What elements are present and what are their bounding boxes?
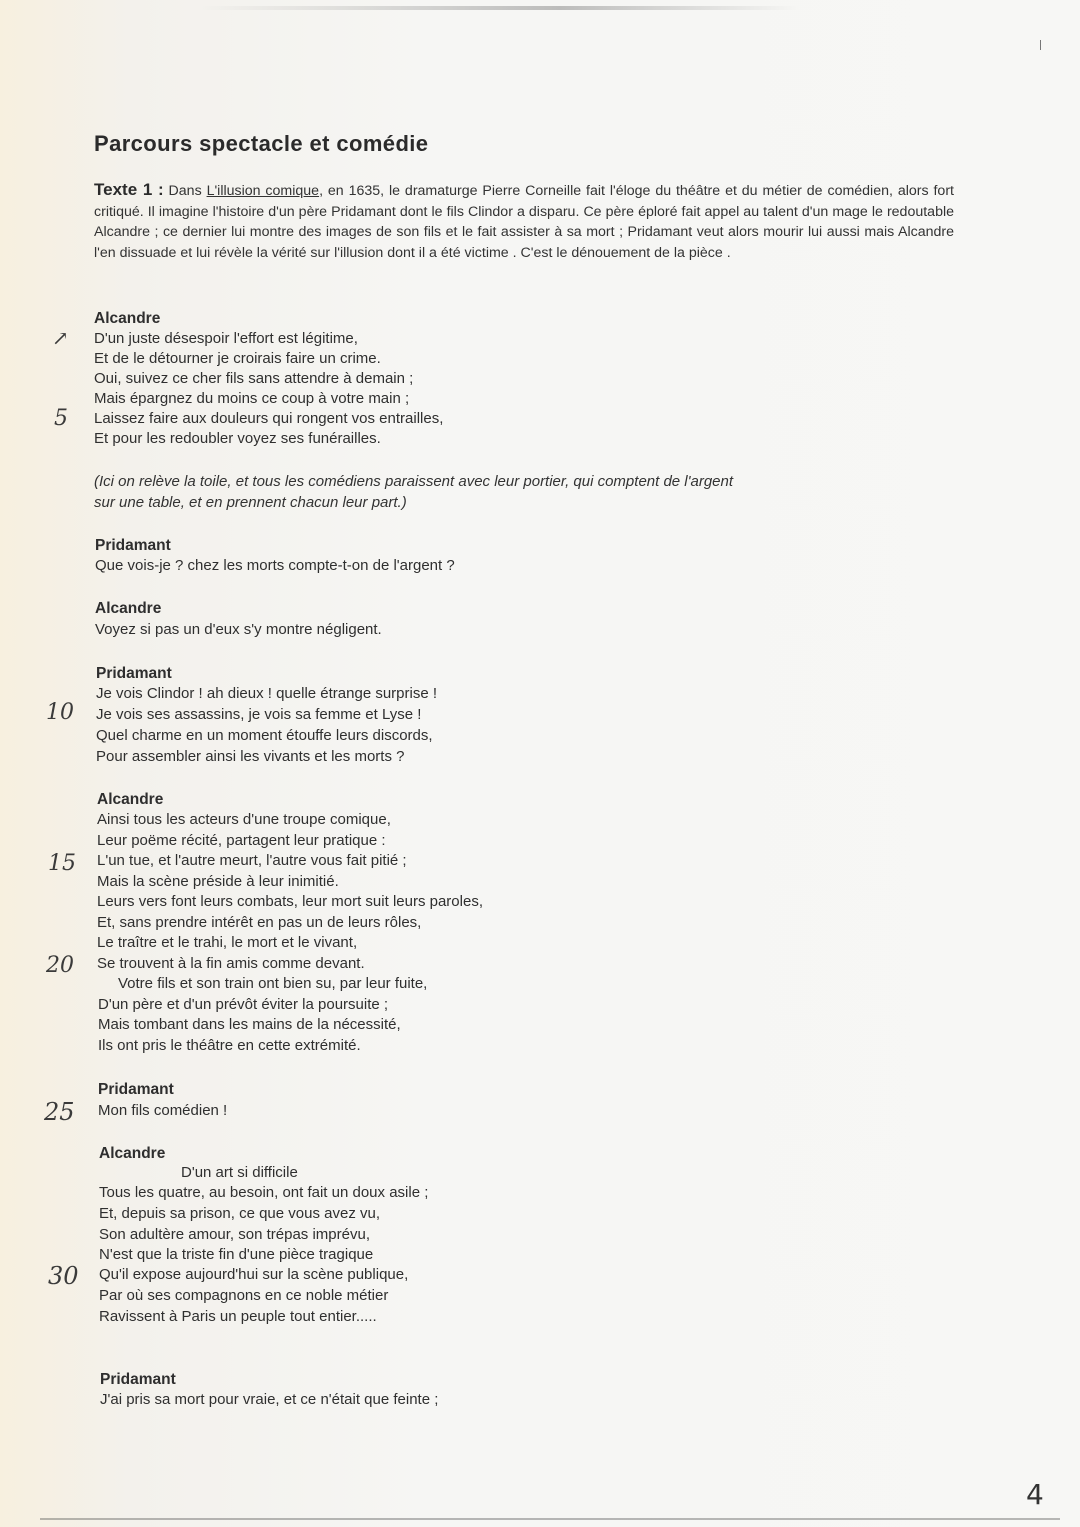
scan-edge-bottom [40, 1518, 1060, 1520]
verse-line: Leur poëme récité, partagent leur pratique : [97, 832, 386, 849]
margin-mark-25: 25 [44, 1098, 75, 1126]
page-title: Parcours spectacle et comédie [94, 131, 429, 156]
verse-line: Voyez si pas un d'eux s'y montre négligent. [95, 621, 382, 638]
margin-mark-10: 10 [46, 700, 74, 725]
verse-line: D'un art si difficile [181, 1164, 298, 1181]
speaker-name: Alcandre [95, 600, 162, 617]
verse-line: Mais épargnez du moins ce coup à votre main ; [94, 390, 410, 407]
verse-line: Mais tombant dans les mains de la nécessité, [98, 1016, 401, 1033]
verse-line: Mon fils comédien ! [98, 1102, 228, 1119]
verse-line: Et pour les redoubler voyez ses funérailles. [94, 430, 381, 447]
verse-line: Votre fils et son train ont bien su, par leur fuite, [118, 975, 428, 992]
speaker-name: Pridamant [100, 1371, 176, 1388]
speaker-name: Pridamant [98, 1081, 174, 1098]
verse-line: Son adultère amour, son trépas imprévu, [99, 1226, 370, 1243]
scan-mark [1040, 40, 1041, 50]
verse-line: J'ai pris sa mort pour vraie, et ce n'était que feinte ; [100, 1391, 439, 1408]
verse-line: Se trouvent à la fin amis comme devant. [97, 955, 365, 972]
speaker-name: Alcandre [97, 791, 164, 808]
speaker-name: Alcandre [99, 1145, 166, 1162]
verse-line: L'un tue, et l'autre meurt, l'autre vous fait pitié ; [97, 852, 407, 869]
verse-line: N'est que la triste fin d'une pièce tragique [99, 1246, 374, 1263]
verse-line: Tous les quatre, au besoin, ont fait un doux asile ; [99, 1184, 429, 1201]
margin-mark-20: 20 [46, 953, 74, 978]
verse-line: Oui, suivez ce cher fils sans attendre à demain ; [94, 370, 414, 387]
verse-line: Laissez faire aux douleurs qui rongent vos entrailles, [94, 410, 444, 427]
verse-line: Le traître et le trahi, le mort et le vivant, [97, 934, 358, 951]
intro-paragraph [94, 180, 954, 263]
speaker-name: Pridamant [96, 665, 172, 682]
verse-line: Par où ses compagnons en ce noble métier [99, 1287, 389, 1304]
verse-line: Et, sans prendre intérêt en pas un de leurs rôles, [97, 914, 422, 931]
verse-line: Quel charme en un moment étouffe leurs discords, [96, 727, 433, 744]
scan-edge-top [200, 6, 800, 10]
verse-line: Ainsi tous les acteurs d'une troupe comique, [97, 811, 391, 828]
verse-line: Et de le détourner je croirais faire un crime. [94, 350, 381, 367]
intro-work-title: L'illusion comique [206, 183, 320, 199]
verse-line: Mais la scène préside à leur inimitié. [97, 873, 339, 890]
speaker-name: Pridamant [95, 537, 171, 554]
verse-line: Ravissent à Paris un peuple tout entier..... [99, 1308, 377, 1325]
verse-line: D'un père et d'un prévôt éviter la poursuite ; [98, 996, 389, 1013]
stage-direction: (Ici on relève la toile, et tous les comédiens paraissent avec leur portier, qui comptent de l'argent sur une table, et en prennent chacun leur part.) [94, 473, 734, 511]
verse-line: Qu'il expose aujourd'hui sur la scène publique, [99, 1266, 409, 1283]
verse-line: Et, depuis sa prison, ce que vous avez vu, [99, 1205, 380, 1222]
verse-line: Leurs vers font leurs combats, leur mort suit leurs paroles, [97, 893, 483, 910]
intro-text-1: Dans [163, 183, 207, 199]
intro-lead: Texte 1 : [94, 180, 164, 199]
margin-mark-5: 5 [54, 406, 68, 431]
intro-text-2: , en 1635, le dramaturge Pierre Corneille fait l'éloge du théâtre et du métier de comédien, alors fort critiqué. Il imagine l'histoire d'un père Pridamant dont le fils Clindor a disparu. Ce père éploré fait appel au talent d'un mage le redoutable Alcandre ; ce dernier lui montre des images de son fils et le fait assister à sa mort ; Pridamant veut alors mourir lui aussi mais Alcandre l'en dissuade et lui révèle la vérité sur l'illusion dont il a été victime . C'est le dénouement de la pièce . [94, 183, 954, 261]
margin-mark-30: 30 [48, 1262, 79, 1290]
verse-line: Je vois Clindor ! ah dieux ! quelle étrange surprise ! [96, 685, 438, 702]
verse-line: Que vois-je ? chez les morts compte-t-on de l'argent ? [95, 557, 455, 574]
margin-mark-15: 15 [48, 851, 76, 876]
speaker-name: Alcandre [94, 310, 161, 327]
verse-line: Pour assembler ainsi les vivants et les morts ? [96, 748, 405, 765]
verse-line: Ils ont pris le théâtre en cette extrémité. [98, 1037, 361, 1054]
page-number: 4 [1026, 1478, 1044, 1511]
verse-line: Je vois ses assassins, je vois sa femme et Lyse ! [96, 706, 422, 723]
verse-line: D'un juste désespoir l'effort est légitime, [94, 330, 358, 347]
margin-mark-1: ↗ [52, 326, 69, 350]
